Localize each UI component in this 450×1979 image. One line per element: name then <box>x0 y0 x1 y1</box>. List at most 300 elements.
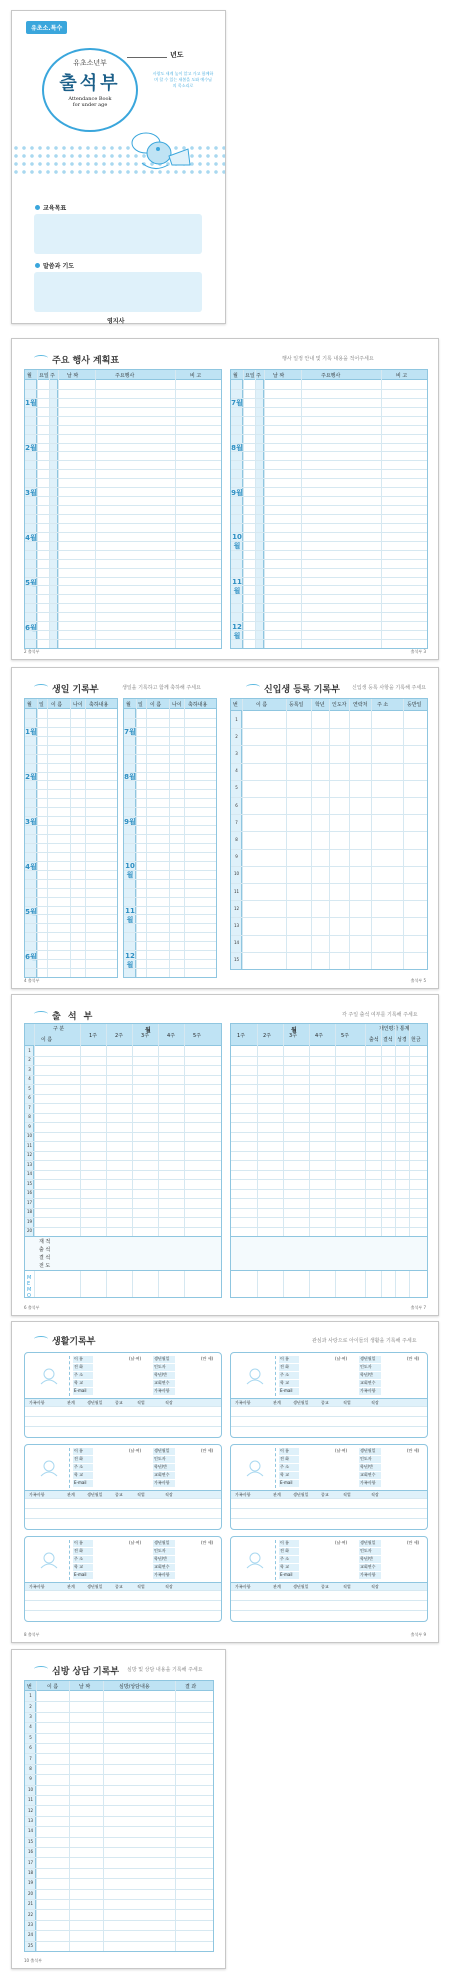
cover-page <box>11 10 226 324</box>
field-label: 인도자 <box>359 1364 381 1372</box>
row-line <box>25 568 221 569</box>
row-line <box>124 879 216 880</box>
row-line <box>25 941 117 942</box>
row-number: 17 <box>27 1859 34 1865</box>
field-label: 학년/반 <box>359 1372 381 1380</box>
row-line <box>25 1198 221 1199</box>
header-day: 요일 <box>245 373 255 379</box>
month-label: 11월 <box>125 907 135 924</box>
header-day: 일 <box>39 702 44 708</box>
month-label: 2월 <box>25 444 37 452</box>
row-line <box>25 852 117 853</box>
row-number: 6 <box>29 1745 32 1751</box>
field-label: 가족사항 <box>153 1388 175 1396</box>
row-number: 12 <box>27 1807 34 1813</box>
page-number: 출석부 7 <box>410 1305 426 1310</box>
row-line <box>231 1122 427 1123</box>
row-line <box>231 728 427 729</box>
header-stats: 개인평가 통계 <box>379 1026 410 1032</box>
row-line <box>25 923 117 924</box>
attendance-table-left <box>24 1023 222 1298</box>
field-label: 교회연수 <box>359 1472 381 1480</box>
row-line <box>25 1857 213 1858</box>
row-line <box>25 914 117 915</box>
month-label: 2월 <box>25 773 37 781</box>
row-line <box>231 1065 427 1066</box>
header-event: 주요행사 <box>115 373 135 379</box>
row-line <box>231 532 427 533</box>
publisher: 영지사 <box>107 318 125 325</box>
birthday-rows <box>25 699 117 977</box>
month-label: 12월 <box>232 623 242 640</box>
row-number: 11 <box>233 888 240 894</box>
family-col-label: 관계 <box>67 1400 75 1405</box>
row-line <box>231 407 427 408</box>
row-number: 18 <box>26 1209 33 1215</box>
family-col-label: 직업 <box>137 1492 145 1497</box>
family-col-label: 직장 <box>165 1492 173 1497</box>
year-label: 년도 <box>170 51 184 59</box>
row-line <box>25 870 117 871</box>
family-col-label: 가족사항 <box>235 1400 251 1405</box>
memo-label: MEMO <box>27 1275 32 1299</box>
row-line <box>25 1847 213 1848</box>
row-number: 22 <box>27 1911 34 1917</box>
attendance-note: 각 주일 출석 여부를 기록해 주세요 <box>342 1012 418 1018</box>
field-label: 학년/반 <box>153 1372 175 1380</box>
row-line <box>231 577 427 578</box>
family-header <box>231 1582 427 1590</box>
row-number: 13 <box>26 1161 33 1167</box>
month-label: 6월 <box>25 953 37 961</box>
goal-box <box>34 214 202 254</box>
row-number: 9 <box>235 854 238 860</box>
row-line <box>25 1141 221 1142</box>
row-line <box>25 843 117 844</box>
field-label: 학 교 <box>279 1380 299 1388</box>
row-line <box>231 425 427 426</box>
life-spread <box>11 1321 439 1643</box>
row-number: 5 <box>28 1085 31 1091</box>
row-line <box>25 523 221 524</box>
header-week: 3주 <box>141 1033 150 1039</box>
row-line <box>231 1103 427 1104</box>
row-line <box>231 487 427 488</box>
row-line <box>231 416 427 417</box>
row-number: 14 <box>26 1171 33 1177</box>
row-number: 1 <box>28 1047 31 1053</box>
row-line <box>231 389 427 390</box>
life-record-card <box>230 1444 428 1530</box>
row-line <box>231 1132 427 1133</box>
row-line <box>25 959 117 960</box>
row-line <box>25 585 221 586</box>
header-stat: 성경 <box>397 1037 407 1043</box>
row-line <box>25 1208 221 1209</box>
row-number: 12 <box>26 1152 33 1158</box>
row-number: 5 <box>29 1734 32 1740</box>
row-line <box>124 807 216 808</box>
header-celebrate: 축하내용 <box>188 702 208 708</box>
newcomer-table <box>230 698 428 970</box>
row-number: 15 <box>27 1838 34 1844</box>
field-label: 주 소 <box>73 1464 93 1472</box>
row-line <box>25 550 221 551</box>
angel-icon <box>245 1366 265 1386</box>
row-line <box>124 923 216 924</box>
cover-title: 출석부 <box>59 73 121 94</box>
row-line <box>25 950 117 951</box>
row-line <box>25 1701 213 1702</box>
field-label: 이 름 <box>73 1540 93 1548</box>
row-line <box>25 559 221 560</box>
family-col-label: 종교 <box>115 1400 123 1405</box>
field-label: 전 화 <box>73 1364 93 1372</box>
header-month: 월 <box>233 373 238 379</box>
family-header <box>25 1398 221 1406</box>
goal-label: 교육목표 <box>43 205 67 212</box>
header-stat: 헌금 <box>411 1037 421 1043</box>
field-label: 가족사항 <box>359 1388 381 1396</box>
cover-en-title: Attendance Book for under age <box>68 96 112 108</box>
field-label: E-mail <box>279 1480 299 1488</box>
row-line <box>231 900 427 901</box>
row-line <box>231 1094 427 1095</box>
month-label: 4월 <box>25 534 37 542</box>
visit-page <box>11 1649 226 1969</box>
family-col-label: 종교 <box>321 1584 329 1589</box>
month-label: 5월 <box>25 908 37 916</box>
field-label: 주 소 <box>279 1464 299 1472</box>
field-label: 학년/반 <box>153 1556 175 1564</box>
row-number: 7 <box>29 1755 32 1761</box>
row-line <box>25 1132 221 1133</box>
row-line <box>25 1889 213 1890</box>
field-label: 학년/반 <box>153 1464 175 1472</box>
row-line <box>231 1198 427 1199</box>
header-week: 3주 <box>289 1033 298 1039</box>
row-line <box>231 550 427 551</box>
row-line <box>25 1878 213 1879</box>
row-line <box>124 852 216 853</box>
field-label: 학 교 <box>73 1380 93 1388</box>
page-number: 8 출석부 <box>24 1632 40 1637</box>
row-number: 24 <box>27 1932 34 1938</box>
row-line <box>231 745 427 746</box>
row-line <box>25 1179 221 1180</box>
summary-present: 출 석 <box>39 1247 51 1253</box>
row-line <box>124 870 216 871</box>
field-label: 교회연수 <box>153 1472 175 1480</box>
row-line <box>25 621 221 622</box>
row-line <box>231 478 427 479</box>
row-line <box>25 478 221 479</box>
row-number: 13 <box>233 923 240 928</box>
family-col-label: 관계 <box>67 1584 75 1589</box>
field-gender: (남·여) <box>129 1448 142 1453</box>
field-label: 생년월일 <box>359 1448 381 1456</box>
family-col-label: 가족사항 <box>235 1492 251 1497</box>
row-line <box>124 843 216 844</box>
family-col-label: 직업 <box>137 1400 145 1405</box>
bullet-icon <box>35 205 40 210</box>
row-line <box>25 451 221 452</box>
field-label: E-mail <box>73 1388 93 1396</box>
month-label: 4월 <box>25 863 37 871</box>
family-col-label: 생년월일 <box>87 1400 103 1405</box>
row-line <box>25 888 117 889</box>
field-label: 인도자 <box>359 1456 381 1464</box>
row-line <box>231 1075 427 1076</box>
row-number: 4 <box>29 1724 32 1730</box>
row-number: 16 <box>26 1190 33 1196</box>
row-number: 12 <box>233 905 240 911</box>
header-week: 1주 <box>89 1033 98 1039</box>
field-label: 이 름 <box>73 1448 93 1456</box>
row-line <box>124 888 216 889</box>
header-month: 월 <box>27 373 32 379</box>
row-line <box>124 754 216 755</box>
row-line <box>231 398 427 399</box>
row-line <box>25 1056 221 1057</box>
family-col-label: 가족사항 <box>29 1400 45 1405</box>
row-line <box>231 1056 427 1057</box>
field-label: 교회연수 <box>153 1380 175 1388</box>
row-line <box>124 745 216 746</box>
header-promote: 등반일 <box>407 702 422 708</box>
row-line <box>231 1160 427 1161</box>
angel-icon <box>245 1550 265 1570</box>
family-col-label: 종교 <box>321 1492 329 1497</box>
attendance-title: 출 석 부 <box>52 1012 95 1022</box>
family-col-label: 관계 <box>273 1584 281 1589</box>
row-line <box>231 797 427 798</box>
row-number: 1 <box>29 1693 32 1699</box>
row-line <box>25 577 221 578</box>
life-note: 관심과 사랑으로 아이들의 생활을 기록해 주세요 <box>312 1338 417 1344</box>
row-line <box>231 952 427 953</box>
row-number: 5 <box>235 785 238 791</box>
row-line <box>25 1151 221 1152</box>
row-number: 6 <box>235 802 238 808</box>
header-name: 이 름 <box>51 702 63 708</box>
header-age: 나이 <box>172 702 182 708</box>
month-label: 3월 <box>25 818 37 826</box>
month-label: 11월 <box>232 578 242 595</box>
row-line <box>25 407 221 408</box>
header-week: 5주 <box>193 1033 202 1039</box>
field-label: 학년/반 <box>359 1556 381 1564</box>
page-number: 출석부 9 <box>410 1632 426 1637</box>
row-line <box>25 1160 221 1161</box>
row-line <box>25 514 221 515</box>
cover-note: 사랑도 새계 높이 알고 가고 함께하며 할 수 있는 새봄을 도와 예수님 의 목소리로 <box>152 71 214 88</box>
row-line <box>25 1837 213 1838</box>
family-col-label: 관계 <box>67 1492 75 1497</box>
row-line <box>25 1868 213 1869</box>
field-label: 전 화 <box>279 1364 299 1372</box>
header-month: 월 <box>27 702 32 708</box>
birthday-rows <box>124 699 216 977</box>
row-number: 15 <box>233 957 240 963</box>
family-header <box>25 1582 221 1590</box>
row-number: 10 <box>233 871 240 877</box>
header-day: 일 <box>138 702 143 708</box>
row-line <box>231 1189 427 1190</box>
row-line <box>25 834 117 835</box>
photo-placeholder <box>28 1540 70 1580</box>
row-line <box>25 416 221 417</box>
month-label: 1월 <box>25 399 37 407</box>
row-line <box>25 1227 221 1228</box>
row-line <box>25 763 117 764</box>
child-angel-illustration <box>124 121 194 181</box>
row-line <box>25 906 117 907</box>
field-label: 교회연수 <box>359 1564 381 1572</box>
row-line <box>231 1141 427 1142</box>
header-guide: 인도자 <box>332 702 347 708</box>
row-number: 4 <box>235 768 238 774</box>
row-line <box>231 505 427 506</box>
newcomer-title: 신입생 등록 기록부 <box>264 685 340 695</box>
family-col-label: 직업 <box>343 1400 351 1405</box>
row-line <box>231 496 427 497</box>
row-line <box>25 1805 213 1806</box>
month-label: 12월 <box>125 952 135 969</box>
family-col-label: 가족사항 <box>29 1584 45 1589</box>
field-label: 생년월일 <box>359 1356 381 1364</box>
visit-rows <box>25 1681 213 1951</box>
row-number: 19 <box>26 1218 33 1224</box>
header-age: 나이 <box>73 702 83 708</box>
bullet-icon <box>35 263 40 268</box>
angel-icon <box>39 1550 59 1570</box>
family-col-label: 직장 <box>165 1584 173 1589</box>
month-label: 10월 <box>125 862 135 879</box>
row-line <box>25 807 117 808</box>
header-week: 2주 <box>115 1033 124 1039</box>
header-no: 번 <box>27 1684 32 1690</box>
life-record-card <box>24 1536 222 1622</box>
row-line <box>25 434 221 435</box>
row-line <box>25 425 221 426</box>
row-line <box>25 1899 213 1900</box>
row-line <box>231 469 427 470</box>
month-label: 7월 <box>124 728 136 736</box>
row-line <box>25 1920 213 1921</box>
month-label: 6월 <box>25 624 37 632</box>
cover-subtitle: 유초소년부 <box>73 59 107 67</box>
header-week: 2주 <box>263 1033 272 1039</box>
photo-placeholder <box>28 1448 70 1488</box>
row-line <box>25 1743 213 1744</box>
events-table-left <box>24 369 222 649</box>
field-label: 전 화 <box>279 1456 299 1464</box>
birthday-spread <box>11 667 439 989</box>
field-label: 인도자 <box>153 1548 175 1556</box>
family-header <box>231 1490 427 1498</box>
row-line <box>25 389 221 390</box>
field-label: 이 름 <box>279 1540 299 1548</box>
month-label: 9월 <box>124 818 136 826</box>
field-label: 주 소 <box>73 1556 93 1564</box>
header-register: 등록일 <box>289 702 304 708</box>
row-line <box>25 1774 213 1775</box>
year-line <box>127 57 167 58</box>
row-line <box>231 1217 427 1218</box>
row-line <box>231 585 427 586</box>
row-line <box>124 834 216 835</box>
page-number: 출석부 3 <box>410 649 426 654</box>
header-name: 이 름 <box>47 1684 59 1690</box>
row-line <box>25 1113 221 1114</box>
row-line <box>25 505 221 506</box>
row-line <box>124 941 216 942</box>
header-week: 4주 <box>167 1033 176 1039</box>
life-record-card <box>24 1352 222 1438</box>
events-table-right <box>230 369 428 649</box>
header-name: 이 름 <box>41 1037 53 1043</box>
row-line <box>124 727 216 728</box>
family-col-label: 생년월일 <box>293 1400 309 1405</box>
row-line <box>25 1764 213 1765</box>
month-label: 10월 <box>232 533 242 550</box>
row-line <box>25 825 117 826</box>
field-gender: (남·여) <box>129 1356 142 1361</box>
row-line <box>231 1084 427 1085</box>
angel-icon <box>245 1458 265 1478</box>
row-line <box>231 630 427 631</box>
header-content: 심방/상담내용 <box>119 1684 150 1690</box>
memo-area <box>25 1270 221 1297</box>
prayer-label: 말씀과 기도 <box>43 263 75 270</box>
field-label: 생년월일 <box>359 1540 381 1548</box>
row-line <box>25 861 117 862</box>
summary-evangelism: 전 도 <box>39 1263 51 1269</box>
month-label: 9월 <box>231 489 243 497</box>
field-label: E-mail <box>73 1572 93 1580</box>
header-celebrate: 축하내용 <box>89 702 109 708</box>
header-grade: 학년 <box>315 702 325 708</box>
header-month: 월 <box>126 702 131 708</box>
row-line <box>25 745 117 746</box>
row-line <box>124 816 216 817</box>
family-col-label: 종교 <box>115 1584 123 1589</box>
row-line <box>231 780 427 781</box>
page-number: 출석부 5 <box>410 978 426 983</box>
header-month: 월 <box>145 1027 151 1034</box>
month-label: 3월 <box>25 489 37 497</box>
header-week: 5주 <box>341 1033 350 1039</box>
row-line <box>124 950 216 951</box>
page-number: 4 출석부 <box>24 978 40 983</box>
row-line <box>25 1103 221 1104</box>
birthday-table-left <box>24 698 118 978</box>
field-label: 학년/반 <box>359 1464 381 1472</box>
birthday-note: 생일을 기록하고 함께 축하해 주세요 <box>122 685 201 691</box>
field-age: (만 세) <box>407 1540 420 1545</box>
row-line <box>25 443 221 444</box>
row-line <box>25 1753 213 1754</box>
family-col-label: 직장 <box>165 1400 173 1405</box>
field-label: 교회연수 <box>359 1380 381 1388</box>
field-label: 인도자 <box>359 1548 381 1556</box>
field-label: 학 교 <box>73 1472 93 1480</box>
row-line <box>25 1075 221 1076</box>
events-rows <box>231 370 427 648</box>
row-number: 2 <box>235 733 238 739</box>
summary-absent: 결 석 <box>39 1255 51 1261</box>
